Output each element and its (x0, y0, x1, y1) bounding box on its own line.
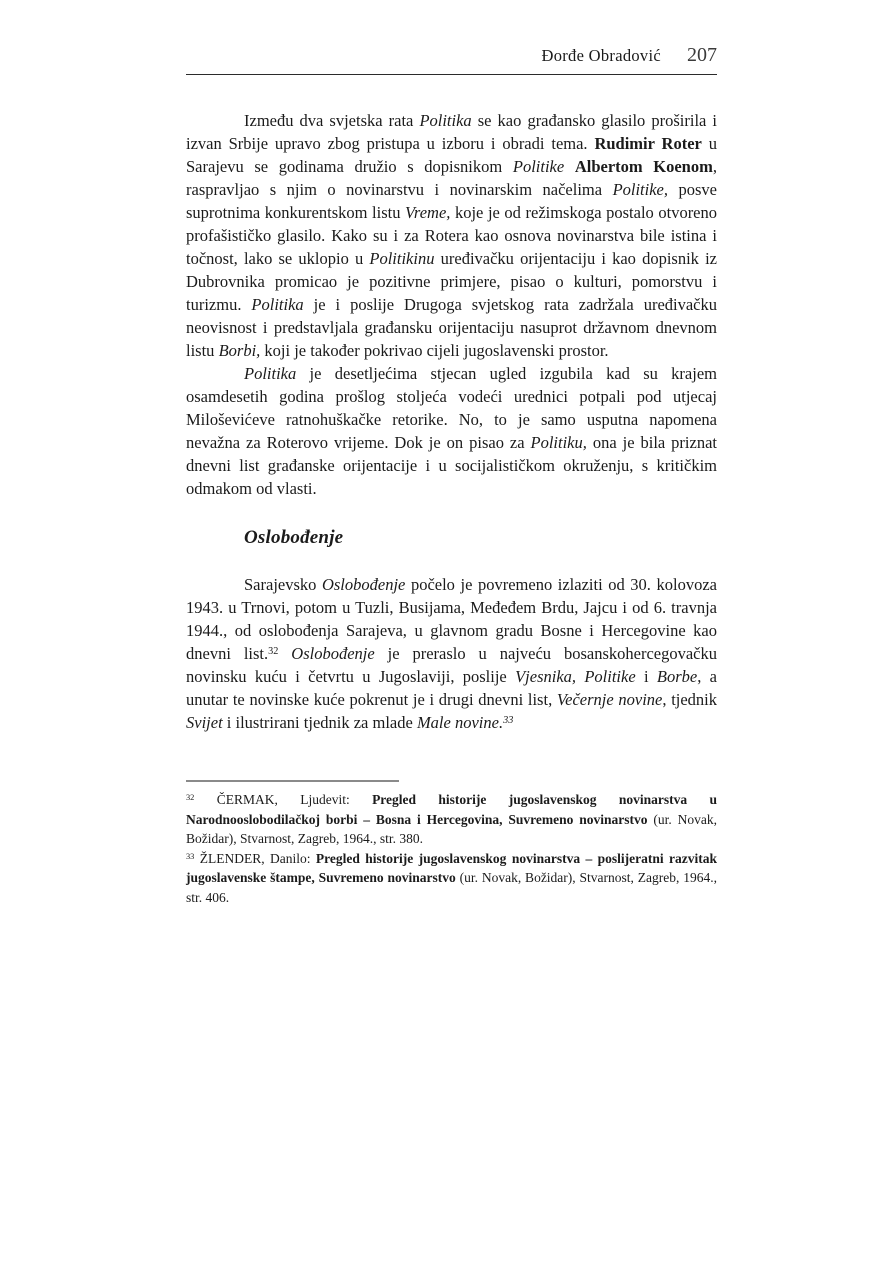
footnote-separator (186, 780, 399, 782)
page-body (186, 109, 717, 734)
page-header (186, 0, 717, 75)
footnotes-section (186, 780, 717, 907)
page-number: 207 (687, 44, 717, 66)
paragraph-politika-interwar: Između dva svjetska rata Politika se kao građansko glasilo proširila i izvan Srbije upravo zbog pristupa u izboru i obradi tema. Rudimir Roter u Sarajevu se godinama družio s dopisnikom Politike Albertom Koenom, raspravljao s njim o novinarstvu i novinarskim načelima Politike, posve suprotnima konkurentskom listu Vreme, koje je od režimskoga postalo otvoreno profašističko glasilo. Kako su i za Rotera kao osnova novinarstva bile istina i točnost, lako se uklopio u Politikinu uređivačku orijentaciju i kao dopisnik iz Dubrovnika promicao je pozitivne primjere, pisao o kulturi, pomorstvu i turizmu. Politika je i poslije Drugoga svjetskog rata zadržala uređivačku neovisnost i predstavljala građansku orijentaciju nasuprot državnom dnevnom listu Borbi, koji je također pokrivao cijeli jugoslavenski prostor. (186, 111, 718, 360)
footnote-32: $^{32}$ ČERMAK, Ljudevit: Pregled historije jugoslavenskog novinarstva u Narodnooslobodilačkoj borbi – Bosna i Hercegovina, Suvremeno novinarstvo (ur. Novak, Božidar), Stvarnost, Zagreb, 1964., str. 380. (186, 792, 718, 846)
footnote-33: $^{33}$ ŽLENDER, Danilo: Pregled historije jugoslavenskog novinarstva – poslijeratni razvitak jugoslavenske štampe, Suvremeno novinarstvo (ur. Novak, Božidar), Stvarnost, Zagreb, 1964., str. 406. (186, 850, 717, 905)
paragraph-politika-reputation: Politika je desetljećima stjecan ugled izgubila kad su krajem osamdesetih godina prošlog stoljeća vodeći urednici potpali pod utjecaj Miloševićeve ratnohuškačke retorike. No, to je samo usputna napomena nevažna za Roterovo vrijeme. Dok je on pisao za Politiku, ona je bila priznat dnevni list građanske orijentacije i u socijalističkom okruženju, s kritičkim odmakom od vlasti. (186, 364, 717, 498)
text-block (186, 0, 717, 907)
author-name: Đorđe Obradović (541, 46, 661, 65)
paragraph-oslobodjenje: Sarajevsko Oslobođenje počelo je povremeno izlaziti od 30. kolovoza 1943. u Trnovi, potom u Tuzli, Busijama, Međeđem Brdu, Jajcu i od 6. travnja 1944., od oslobođenja Sarajeva, u glavnom gradu Bosne i Hercegovine kao dnevni list.$^{32}$ Oslobođenje je preraslo u najveću bosanskohercegovačku novinsku kuću i četvrtu u Jugoslaviji, poslije Vjesnika, Politike i Borbe, a unutar te novinske kuće pokrenut je i drugi dnevni list, Večernje novine, tjednik Svijet i ilustrirani tjednik za mlade Male novine.$^{33}$ (186, 575, 718, 732)
section-heading: Oslobođenje (244, 527, 344, 548)
